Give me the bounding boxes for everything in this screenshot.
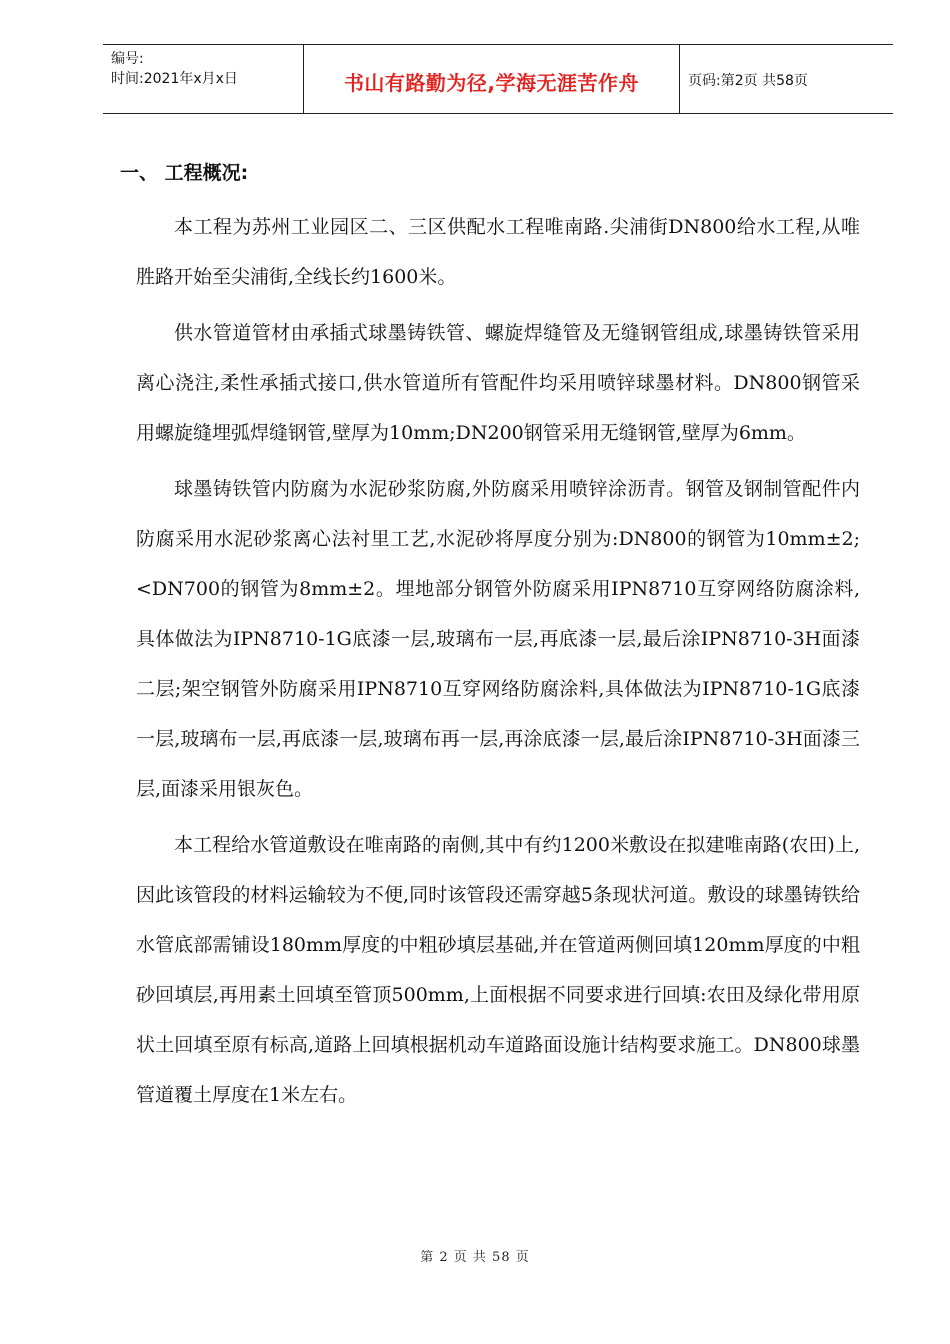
header-divider [679,45,680,114]
paragraph: 本工程为苏州工业园区二、三区供配水工程唯南路.尖浦街DN800给水工程,从唯胜路开始至尖浦街,全线长约1600米。 [136,216,860,288]
section-heading: 一、 工程概况: [120,162,249,184]
section-paragraphs [136,202,860,1126]
page-header [103,44,893,114]
header-meta [111,49,238,89]
header-page-info: 页码:第2页 共58页 [688,73,808,89]
header-motto: 书山有路勤为径,学海无涯苦作舟 [343,71,640,95]
paragraph: 供水管道管材由承插式球墨铸铁管、螺旋焊缝管及无缝钢管组成,球墨铸铁管采用离心浇注,柔性承插式接口,供水管道所有管配件均采用喷锌球墨材料。DN800钢管采用螺旋缝埋弧焊缝钢管,壁厚为10mm;DN200钢管采用无缝钢管,壁厚为6mm。 [136,322,860,444]
time-label: 时间:2021年x月x日 [111,71,238,87]
paragraph: 本工程给水管道敷设在唯南路的南侧,其中有约1200米敷设在拟建唯南路(农田)上,因此该管段的材料运输较为不便,同时该管段还需穿越5条现状河道。敷设的球墨铸铁给水管底部需铺设180mm厚度的中粗砂填层基础,并在管道两侧回填120mm厚度的中粗砂回填层,再用素土回填至管顶500mm,上面根据不同要求进行回填:农田及绿化带用原状土回填至原有标高,道路上回填根据机动车道路面设施计结构要求施工。DN800球墨管道覆土厚度在1米左右。 [136,834,860,1106]
number-label: 编号: [111,51,144,67]
page-footer: 第 2 页 共 58 页 [420,1250,530,1265]
paragraph: 球墨铸铁管内防腐为水泥砂浆防腐,外防腐采用喷锌涂沥青。钢管及钢制管配件内防腐采用水泥砂浆离心法衬里工艺,水泥砂将厚度分别为:DN800的钢管为10mm±2;<DN700的钢管为8mm±2。埋地部分钢管外防腐采用IPN8710互穿网络防腐涂料,具体做法为IPN8710-1G底漆一层,玻璃布一层,再底漆一层,最后涂IPN8710-3H面漆二层;架空钢管外防腐采用IPN8710互穿网络防腐涂料,具体做法为IPN8710-1G底漆一层,玻璃布一层,再底漆一层,玻璃布再一层,再涂底漆一层,最后涂IPN8710-3H面漆三层,面漆采用银灰色。 [136,478,860,800]
